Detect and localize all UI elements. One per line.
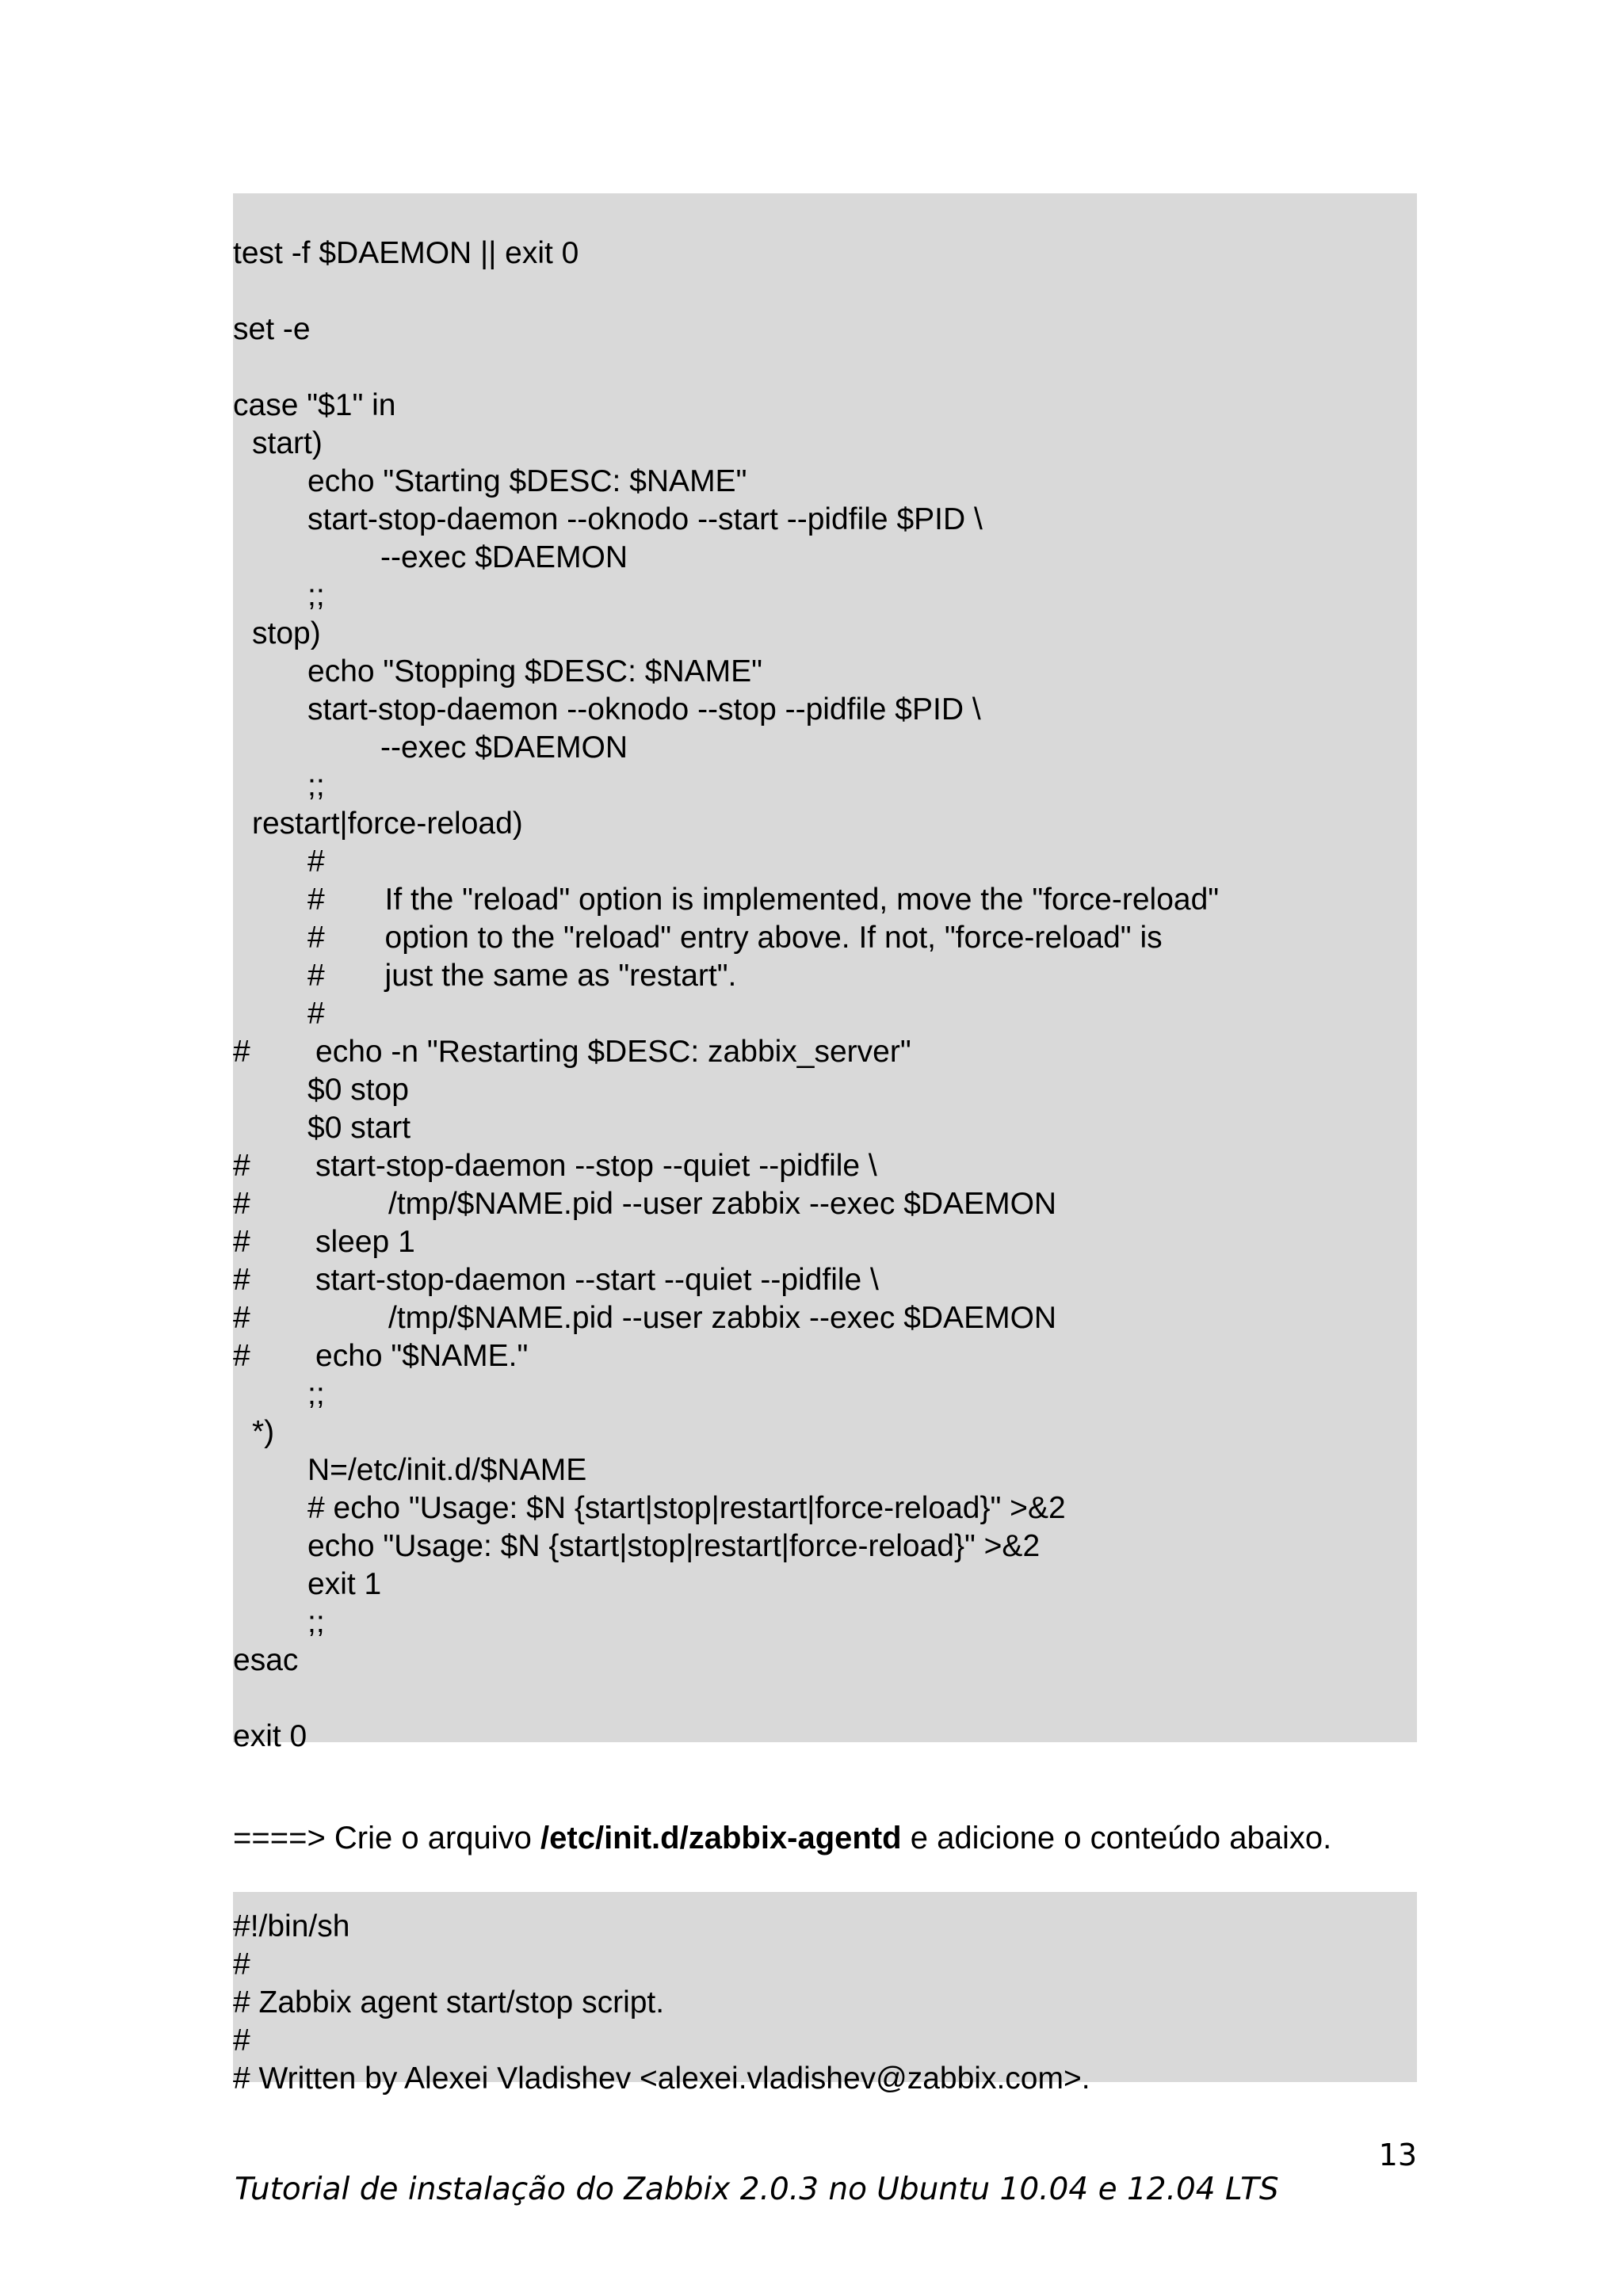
code-line-text: echo "$NAME." bbox=[315, 1339, 529, 1373]
code-line-text: ;; bbox=[307, 578, 325, 612]
comment-marker: # bbox=[233, 1339, 250, 1373]
code-line-text: $0 start bbox=[307, 1111, 411, 1145]
code-line-text: echo -n "Restarting $DESC: zabbix_server" bbox=[315, 1035, 911, 1069]
code-line-text: /tmp/$NAME.pid --user zabbix --exec $DAEMON bbox=[388, 1301, 1057, 1335]
code-line-text: $0 stop bbox=[307, 1073, 409, 1107]
code-line-text: restart|force-reload) bbox=[252, 807, 523, 841]
code-line-text: echo "Stopping $DESC: $NAME" bbox=[307, 654, 762, 688]
comment-marker: # bbox=[233, 1301, 250, 1335]
code-line-text: start-stop-daemon --oknodo --start --pidfile $PID \ bbox=[307, 502, 983, 536]
code-line-text: exit 1 bbox=[307, 1567, 382, 1601]
code-line-text: sleep 1 bbox=[315, 1225, 415, 1259]
code-line-text: ;; bbox=[307, 1605, 325, 1639]
code-line-text: exit 0 bbox=[233, 1719, 307, 1753]
code-line-text: --exec $DAEMON bbox=[380, 540, 628, 574]
code-line-text: # bbox=[307, 845, 325, 879]
code-line-text: --exec $DAEMON bbox=[380, 730, 628, 765]
code-line-text: ;; bbox=[307, 769, 325, 803]
code-line-text: #!/bin/sh bbox=[233, 1909, 350, 1943]
code-line-text: ;; bbox=[307, 1377, 325, 1411]
code-line-text: # option to the "reload" entry above. If not, "force-reload" is bbox=[307, 921, 1163, 955]
code-line-text: stop) bbox=[252, 616, 321, 650]
comment-marker: # bbox=[233, 1035, 250, 1069]
instruction-suffix: e adicione o conteúdo abaixo. bbox=[901, 1821, 1332, 1855]
code-line-text: # bbox=[307, 997, 325, 1031]
code-line-text: start) bbox=[252, 426, 323, 460]
code-line-text: # bbox=[233, 1947, 250, 1981]
code-line-text: # bbox=[233, 2023, 250, 2058]
comment-marker: # bbox=[233, 1149, 250, 1183]
code-line-text: # Written by Alexei Vladishev <alexei.vladishev@zabbix.com>. bbox=[233, 2061, 1090, 2096]
code-line-text: test -f $DAEMON || exit 0 bbox=[233, 236, 579, 270]
code-line-text: start-stop-daemon --stop --quiet --pidfile \ bbox=[315, 1149, 877, 1183]
comment-marker: # bbox=[233, 1263, 250, 1297]
code-line-text: N=/etc/init.d/$NAME bbox=[307, 1453, 587, 1487]
code-line-text: # just the same as "restart". bbox=[307, 959, 737, 993]
comment-marker: # bbox=[233, 1187, 250, 1221]
comment-marker: # bbox=[233, 1225, 250, 1259]
code-line-text: # If the "reload" option is implemented, move the "force-reload" bbox=[307, 883, 1220, 917]
code-line-text: start-stop-daemon --oknodo --stop --pidfile $PID \ bbox=[307, 692, 981, 727]
code-line-text: start-stop-daemon --start --quiet --pidfile \ bbox=[315, 1263, 879, 1297]
code-line-text: esac bbox=[233, 1643, 299, 1677]
instruction-prefix: ====> Crie o arquivo bbox=[233, 1821, 541, 1855]
code-line-text: # Zabbix agent start/stop script. bbox=[233, 1985, 665, 2019]
code-line-text: # echo "Usage: $N {start|stop|restart|force-reload}" >&2 bbox=[307, 1491, 1066, 1525]
instruction-text bbox=[233, 1819, 1331, 1857]
code-line-text: echo "Starting $DESC: $NAME" bbox=[307, 464, 747, 498]
code-line-text: set -e bbox=[233, 312, 311, 346]
page-number: 13 bbox=[1378, 2138, 1417, 2172]
code-line-text: *) bbox=[252, 1415, 275, 1449]
instruction-file-path: /etc/init.d/zabbix-agentd bbox=[540, 1821, 902, 1855]
code-line-text: /tmp/$NAME.pid --user zabbix --exec $DAEMON bbox=[388, 1187, 1057, 1221]
code-line-text: echo "Usage: $N {start|stop|restart|force-reload}" >&2 bbox=[307, 1529, 1041, 1563]
code-line-text: case "$1" in bbox=[233, 388, 396, 422]
footer-title: Tutorial de instalação do Zabbix 2.0.3 no Ubuntu 10.04 e 12.04 LTS bbox=[235, 2172, 1279, 2207]
